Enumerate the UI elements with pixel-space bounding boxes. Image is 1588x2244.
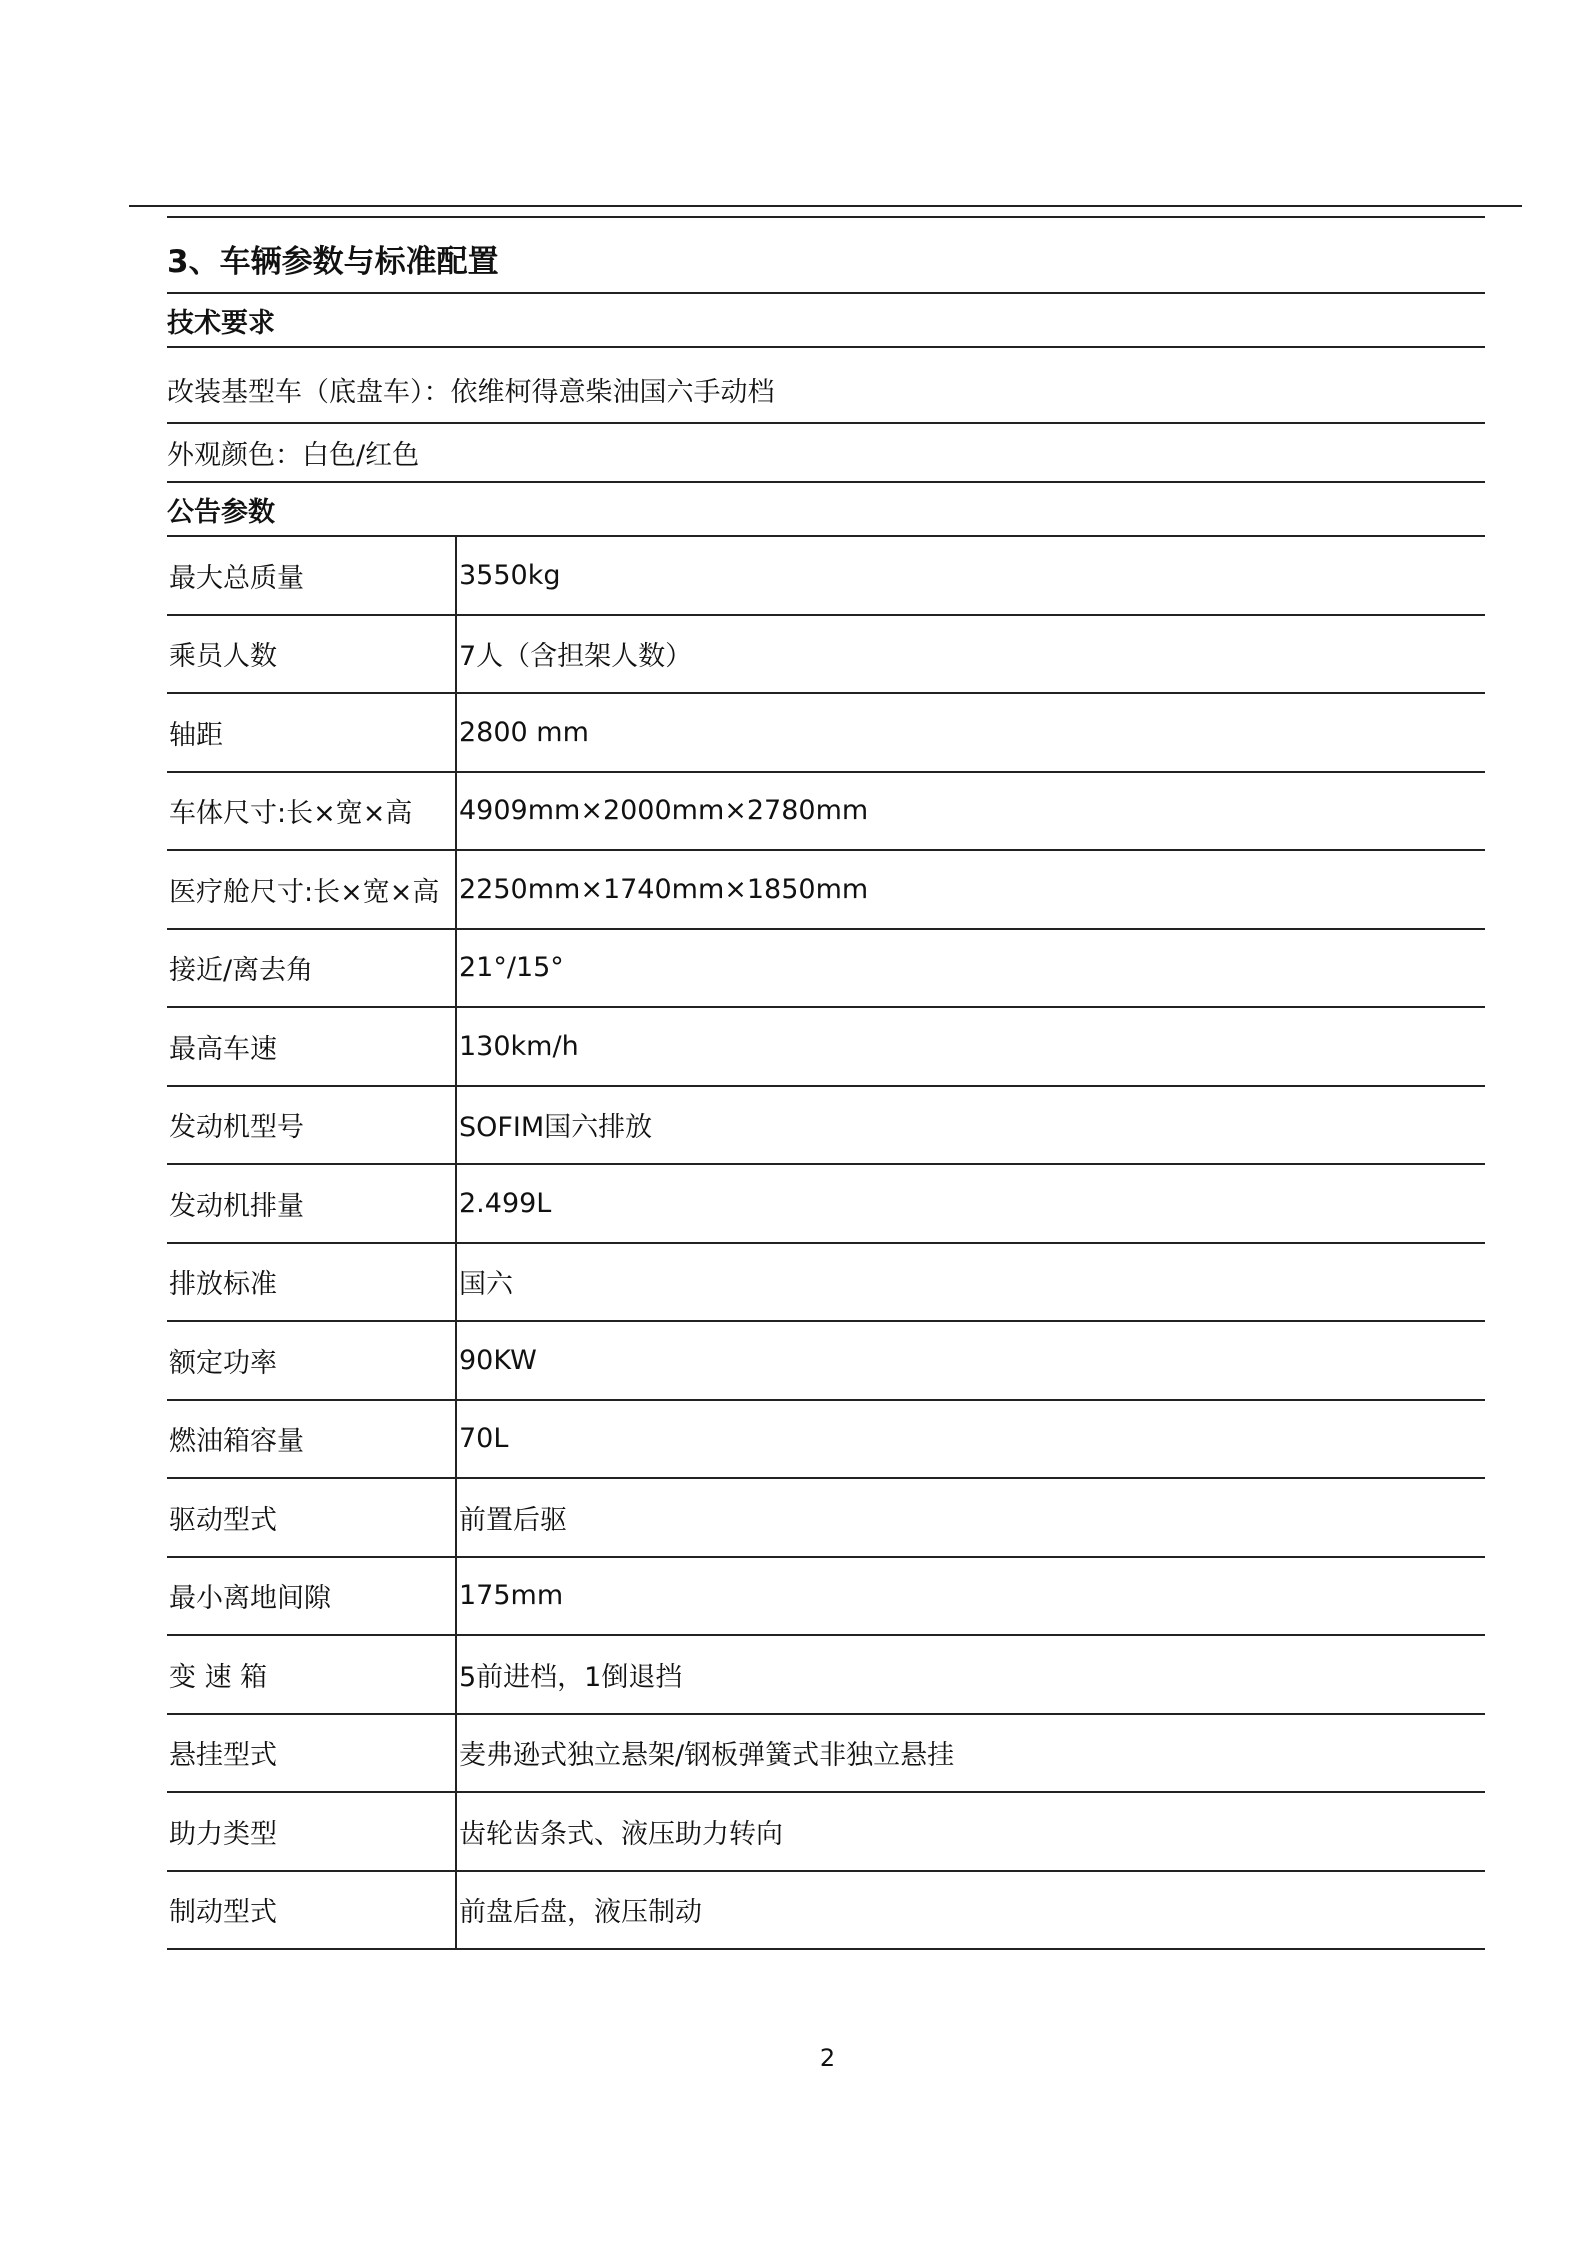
spec-value: 70L [459, 1423, 509, 1455]
spec-label: 轴距 [167, 694, 457, 771]
spec-table [167, 537, 1485, 1950]
spec-value: 齿轮齿条式、液压助力转向 [459, 1818, 783, 1850]
spec-label: 变 速 箱 [167, 1636, 457, 1713]
table-row [167, 851, 1485, 930]
spec-value: 3550kg [459, 559, 561, 591]
spec-label: 最高车速 [167, 1008, 457, 1085]
chassis-info: 改装基型车（底盘车）：依维柯得意柴油国六手动档 [167, 348, 1485, 424]
spec-value: 国六 [459, 1269, 513, 1301]
announcement-heading: 公告参数 [167, 483, 1485, 537]
tech-requirements-heading: 技术要求 [167, 294, 1485, 348]
spec-value: 21°/15° [459, 952, 564, 984]
table-row [167, 930, 1485, 1009]
spec-label: 发动机排量 [167, 1165, 457, 1242]
spec-label: 制动型式 [167, 1872, 457, 1949]
spec-label: 接近/离去角 [167, 930, 457, 1007]
spec-value: 前置后驱 [459, 1504, 567, 1536]
spec-value: 2250mm×1740mm×1850mm [459, 873, 869, 905]
document-content [167, 216, 1485, 1950]
color-info: 外观颜色：白色/红色 [167, 424, 1485, 483]
spec-value: 5前进档，1倒退挡 [459, 1661, 683, 1693]
spec-value: 7人（含担架人数） [459, 641, 693, 673]
page-number: 2 [819, 2044, 836, 2072]
spec-value: 前盘后盘，液压制动 [459, 1897, 702, 1929]
spec-label: 燃油箱容量 [167, 1401, 457, 1478]
table-row [167, 1479, 1485, 1558]
spec-label: 车体尺寸:长×宽×高 [167, 773, 457, 850]
spec-value: SOFIM国六排放 [459, 1112, 653, 1144]
table-row [167, 1558, 1485, 1637]
spec-label: 驱动型式 [167, 1479, 457, 1556]
section-title: 3、车辆参数与标准配置 [167, 218, 1485, 294]
table-row [167, 1244, 1485, 1323]
spec-label: 发动机型号 [167, 1087, 457, 1164]
table-row [167, 1715, 1485, 1794]
spec-label: 最小离地间隙 [167, 1558, 457, 1635]
table-row [167, 1872, 1485, 1951]
spec-label: 悬挂型式 [167, 1715, 457, 1792]
spec-label: 额定功率 [167, 1322, 457, 1399]
spec-value: 麦弗逊式独立悬架/钢板弹簧式非独立悬挂 [459, 1740, 955, 1772]
spec-value: 2.499L [459, 1187, 552, 1219]
table-row [167, 1636, 1485, 1715]
spec-label: 助力类型 [167, 1793, 457, 1870]
spec-label: 最大总质量 [167, 537, 457, 614]
table-row [167, 1793, 1485, 1872]
table-row [167, 1165, 1485, 1244]
table-row [167, 1401, 1485, 1480]
spec-value: 4909mm×2000mm×2780mm [459, 795, 869, 827]
table-row [167, 1322, 1485, 1401]
spec-label: 排放标准 [167, 1244, 457, 1321]
spec-value: 90KW [459, 1344, 537, 1376]
table-row [167, 694, 1485, 773]
table-row [167, 773, 1485, 852]
table-row [167, 1087, 1485, 1166]
spec-label: 乘员人数 [167, 616, 457, 693]
table-row [167, 616, 1485, 695]
spec-value: 130km/h [459, 1030, 579, 1062]
table-row [167, 537, 1485, 616]
header-rule [129, 205, 1522, 207]
spec-value: 2800 mm [459, 716, 589, 748]
spec-label: 医疗舱尺寸:长×宽×高 [167, 851, 457, 928]
spec-value: 175mm [459, 1580, 564, 1612]
table-row [167, 1008, 1485, 1087]
